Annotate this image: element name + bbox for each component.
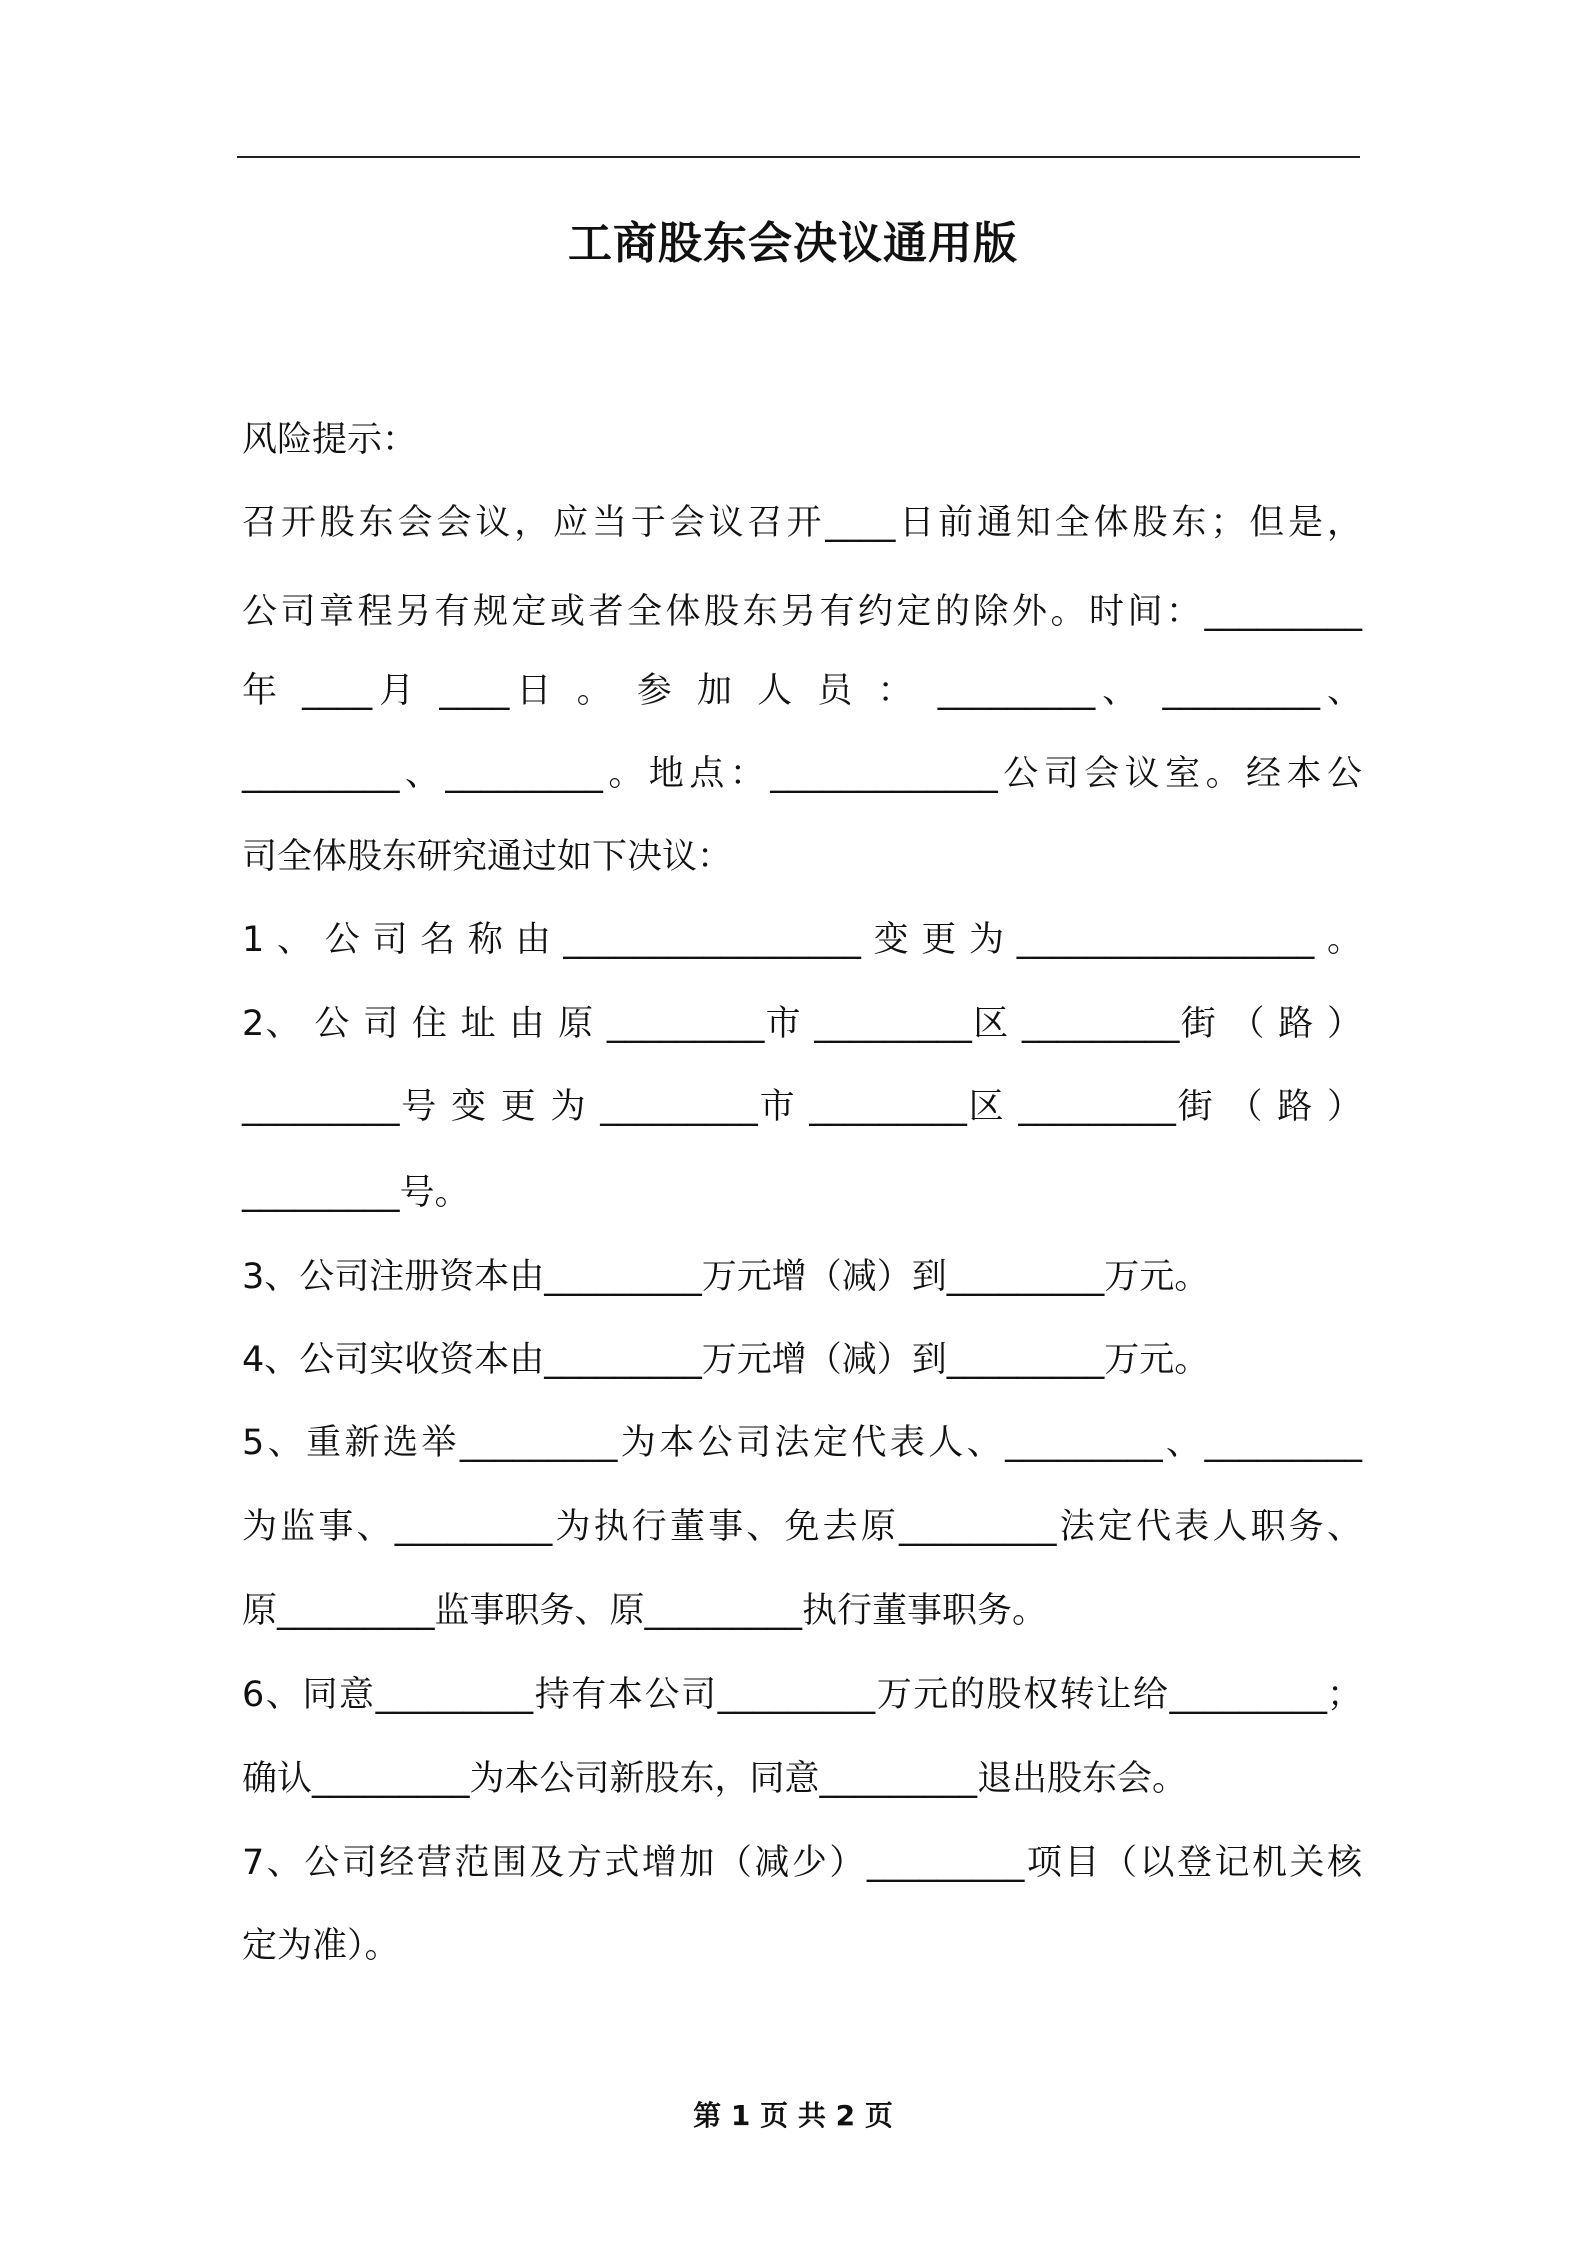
document-title: 工商股东会决议通用版 — [568, 218, 1018, 269]
resolution-item-6: 6、同意_________持有本公司_________万元的股权转让给_________； — [242, 1675, 1362, 1715]
resolution-item-5-cont: 原_________监事职务、原_________执行董事职务。 — [242, 1591, 1048, 1631]
resolution-item-5-cont: 为监事、_________为执行董事、免去原_________法定代表人职务、 — [242, 1507, 1362, 1547]
resolution-item-1: 1、公司名称由_________________变更为_________________。 — [242, 920, 1362, 960]
resolution-item-7-cont: 定为准）。 — [242, 1926, 400, 1966]
resolution-item-2-cont: _________号 变 更 为 _________市 _________区 _________街 （ 路 ） — [242, 1087, 1362, 1127]
paragraph-line: 年 ____月 ____日 。 参 加 人 员 ： _________、 _________、 — [242, 671, 1362, 711]
resolution-item-3: 3、公司注册资本由_________万元增（减）到_________万元。 — [242, 1257, 1210, 1297]
paragraph-risk-heading: 风险提示： — [242, 420, 418, 460]
paragraph-line: 公司章程另有规定或者全体股东另有约定的除外。时间：_________ — [242, 592, 1362, 632]
resolution-item-5: 5、重新选举_________为本公司法定代表人、_________、_________ — [242, 1423, 1362, 1463]
page-number: 第 1 页 共 2 页 — [693, 2099, 893, 2132]
resolution-item-2: 2、 公 司 住 址 由 原 _________市 _________区 _________街 （ 路 ） — [242, 1004, 1362, 1044]
resolution-item-7: 7、公司经营范围及方式增加（减少）_________项目（以登记机关核 — [242, 1843, 1362, 1883]
paragraph-line: 司全体股东研究通过如下决议： — [242, 837, 733, 877]
header-rule — [237, 156, 1360, 158]
resolution-item-2-cont: _________号。 — [242, 1173, 470, 1213]
resolution-item-4: 4、公司实收资本由_________万元增（减）到_________万元。 — [242, 1340, 1210, 1380]
paragraph-line: _________、_________。地点：_____________公司会议室。经本公 — [242, 754, 1362, 794]
resolution-item-6-cont: 确认_________为本公司新股东，同意_________退出股东会。 — [242, 1759, 1188, 1799]
paragraph-line: 召开股东会会议，应当于会议召开____日前通知全体股东；但是， — [242, 503, 1362, 543]
